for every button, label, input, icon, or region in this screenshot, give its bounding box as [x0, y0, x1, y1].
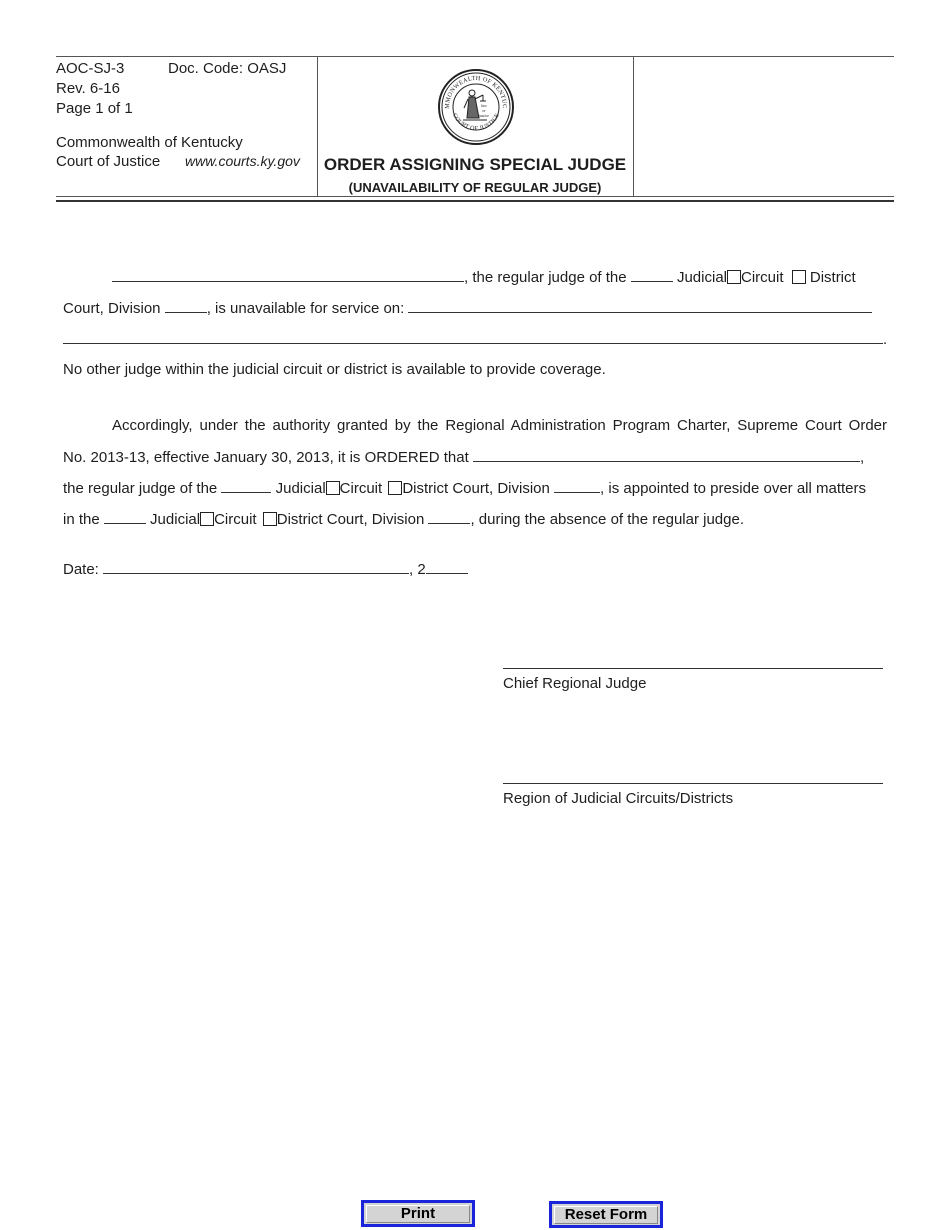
region-signature-line[interactable] [503, 783, 883, 784]
p3-circuit-text: Circuit [339, 480, 383, 497]
print-button[interactable] [361, 1200, 475, 1227]
p1-circuit-text: Circuit [741, 269, 784, 286]
p3-no-text: No. 2013-13, effective January 30, 2013, it is ORDERED that [63, 449, 469, 466]
special-division-number-field[interactable] [554, 478, 600, 493]
p1-period: . [883, 331, 888, 348]
region-label: Region of Judicial Circuits/Districts [503, 790, 734, 807]
header-divider-left [317, 56, 318, 196]
assigned-judicial-number-field[interactable] [104, 509, 146, 524]
header-divider-right [633, 56, 634, 196]
page-subtitle: (UNAVAILABILITY OF REGULAR JUDGE) [348, 180, 602, 195]
p3-absence-text: , during the absence of the regular judge. [470, 511, 744, 528]
p3-in-the-text: in the [63, 511, 100, 528]
p1-line3 [63, 329, 887, 350]
p1-district-text: District [809, 269, 856, 286]
p3-district-court-text: District Court, Division [402, 480, 550, 497]
page-number: Page 1 of 1 [56, 100, 133, 117]
p1-judicial-text: Judicial [676, 269, 727, 286]
website: www.courts.ky.gov [185, 153, 300, 169]
seal-bottom-text: COURT OF JUSTICE [450, 112, 502, 133]
p3-judicial-text: Judicial [275, 480, 326, 497]
p3-regular-text: the regular judge of the [63, 480, 218, 497]
judicial-number-field[interactable] [631, 267, 673, 282]
reset-form-button-label: Reset Form [554, 1206, 658, 1224]
p1-regular-judge-text: , the regular judge of the [464, 269, 627, 286]
p3-comma: , [859, 449, 865, 466]
header-top-rule [56, 56, 894, 57]
p3-line2 [63, 447, 864, 468]
revision: Rev. 6-16 [56, 80, 120, 97]
circuit-checkbox[interactable] [727, 270, 741, 284]
chief-judge-label: Chief Regional Judge [503, 675, 647, 692]
regular-judge-name-field[interactable] [112, 267, 464, 282]
p3-line1: Accordingly, under the authority granted by the Regional Administration Program Charter, Supreme Court Order [112, 417, 887, 434]
court-name: Court of Justice [56, 153, 161, 170]
seal-center-law: law [481, 103, 487, 108]
seal-center-or: or [482, 108, 486, 113]
chief-judge-signature-line[interactable] [503, 668, 883, 669]
p3-district-court2-text: District Court, Division [276, 511, 425, 528]
print-button-label: Print [366, 1205, 470, 1223]
division-number-field[interactable] [165, 298, 207, 313]
date-year-field[interactable] [426, 559, 468, 574]
assigned-division-number-field[interactable] [428, 509, 470, 524]
page-title: ORDER ASSIGNING SPECIAL JUDGE [323, 155, 627, 174]
seal-top-text: MMONWEALTH OF KENTUC [443, 74, 509, 109]
header-bottom-rule-2 [56, 200, 894, 202]
special-district-checkbox[interactable] [388, 481, 402, 495]
seal-center-justice: justice [478, 113, 490, 118]
reset-form-button[interactable] [549, 1201, 663, 1228]
date-label: Date: [63, 561, 99, 578]
header-bottom-rule-1 [56, 196, 894, 197]
form-id: AOC-SJ-3 [56, 60, 125, 77]
unavailable-dates-field[interactable] [408, 298, 872, 313]
p3-judicial2-text: Judicial [150, 511, 201, 528]
special-judicial-number-field[interactable] [221, 478, 271, 493]
p1-unavailable-text: , is unavailable for service on: [206, 300, 405, 317]
p2-text: No other judge within the judicial circuit or district is available to provide coverage. [63, 361, 606, 378]
court-seal [437, 68, 515, 146]
assigned-district-checkbox[interactable] [263, 512, 277, 526]
date-line [63, 559, 468, 580]
date-field[interactable] [103, 559, 409, 574]
p1-line1 [112, 267, 856, 288]
p3-line3 [63, 478, 866, 499]
p3-appointed-text: , is appointed to preside over all matters [600, 480, 867, 497]
district-checkbox[interactable] [792, 270, 806, 284]
assigned-circuit-checkbox[interactable] [200, 512, 214, 526]
p3-circuit2-text: Circuit [214, 511, 257, 528]
special-circuit-checkbox[interactable] [326, 481, 340, 495]
doc-code: Doc. Code: OASJ [168, 60, 287, 77]
p1-court-division-text: Court, Division [63, 300, 161, 317]
date-year-prefix: , 2 [409, 561, 426, 578]
unavailable-dates-field-cont[interactable] [63, 329, 883, 344]
state-name: Commonwealth of Kentucky [56, 134, 243, 151]
p3-line4 [63, 509, 744, 530]
special-judge-name-field[interactable] [473, 447, 860, 462]
p1-line2 [63, 298, 872, 319]
